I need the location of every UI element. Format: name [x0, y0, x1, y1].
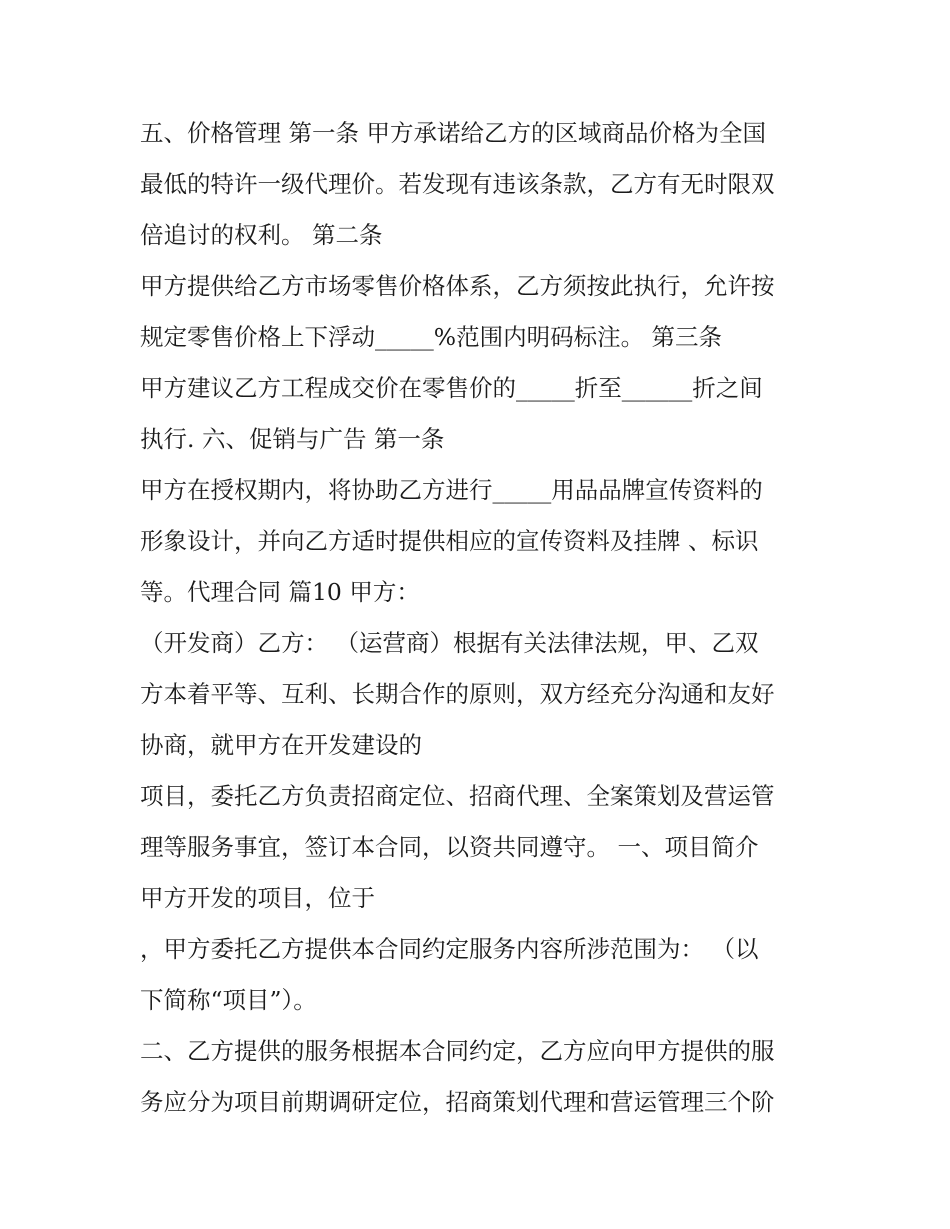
text-line: 甲方建议乙方工程成交价在零售价的_____折至______折之间	[140, 374, 763, 402]
document-body	[140, 108, 820, 1128]
text-line: 甲方在授权期内，将协助乙方进行_____用品品牌宣传资料的	[140, 476, 763, 504]
text-line: 甲方开发的项目，位于	[140, 884, 375, 912]
text-line: 项目，委托乙方负责招商定位、招商代理、全案策划及营运管	[140, 782, 775, 810]
text-line: ，甲方委托乙方提供本合同约定服务内容所涉范围为： （以	[140, 935, 759, 963]
text-line: 协商，就甲方在开发建设的	[140, 731, 422, 759]
text-line: 二、乙方提供的服务根据本合同约定，乙方应向甲方提供的服	[140, 1037, 775, 1065]
text-line: 规定零售价格上下浮动_____%范围内明码标注。 第三条	[140, 323, 723, 351]
text-line: 方本着平等、互利、长期合作的原则，双方经充分沟通和友好	[140, 680, 775, 708]
text-line: 务应分为项目前期调研定位，招商策划代理和营运管理三个阶	[140, 1088, 775, 1116]
text-line: 等。代理合同 篇10 甲方：	[140, 578, 420, 606]
text-line: 倍追讨的权利。 第二条	[140, 221, 383, 249]
text-line: 最低的特许一级代理价。若发现有违该条款，乙方有无时限双	[140, 170, 775, 198]
text-line: 五、价格管理 第一条 甲方承诺给乙方的区域商品价格为全国	[140, 119, 766, 147]
text-line: 形象设计，并向乙方适时提供相应的宣传资料及挂牌 、标识	[140, 527, 759, 555]
text-line: 下简称“项目”）。	[140, 986, 317, 1014]
text-line: （开发商）乙方： （运营商）根据有关法律法规，甲、乙双	[140, 629, 759, 657]
text-line: 执行. 六、促销与广告 第一条	[140, 425, 445, 453]
text-line: 理等服务事宜，签订本合同，以资共同遵守。 一、项目简介	[140, 833, 759, 861]
text-line: 甲方提供给乙方市场零售价格体系，乙方须按此执行，允许按	[140, 272, 775, 300]
